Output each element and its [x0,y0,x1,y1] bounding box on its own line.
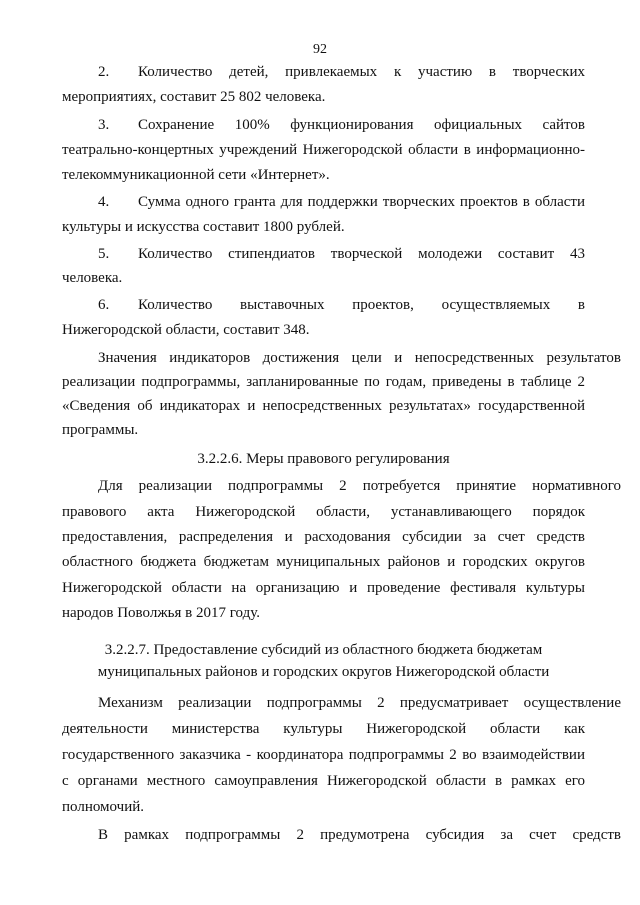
paragraph-line: государственного заказчика - координатора подпрограммы 2 во взаимодействии [62,747,585,763]
item-text: Количество выставочных проектов, осуществляемых в [138,297,585,313]
item-number: 5. [98,246,110,262]
paragraph-line: Механизм реализации подпрограммы 2 предусматривает осуществление [98,695,621,711]
paragraph-line: Нижегородской области на организацию и проведение фестиваля культуры [62,580,585,596]
paragraph-line: областного бюджета бюджетам муниципальных районов и городских округов [62,554,585,570]
item-number: 3. [98,117,110,133]
paragraph-line: с органами местного самоуправления Нижегородской области в рамках его [62,773,585,789]
paragraph-line: деятельности министерства культуры Нижегородской области как [62,721,585,737]
item-number: 2. [98,64,110,80]
section-heading: 3.2.2.6. Меры правового регулирования [197,451,450,467]
paragraph-line: правового акта Нижегородской области, устанавливающего порядок [62,504,585,520]
list-item [62,62,585,82]
list-item [62,295,585,315]
section-heading: муниципальных районов и городских округов Нижегородской области [97,664,550,680]
section-heading: 3.2.2.7. Предоставление субсидий из областного бюджета бюджетам [104,642,543,658]
item-text: театрально-концертных учреждений Нижегородской области в информационно- [62,142,585,158]
page-number: 92 [313,42,327,57]
item-number: 4. [98,194,110,210]
paragraph-line: «Сведения об индикаторах и непосредственных результатах» государственной [62,398,585,414]
paragraph-line: В рамках подпрограммы 2 предумотрена субсидия за счет средств [98,827,621,843]
item-text: Количество детей, привлекаемых к участию в творческих [138,64,585,80]
item-text: человека. [62,270,123,286]
paragraph-line: реализации подпрограммы, запланированные по годам, приведены в таблице 2 [62,374,585,390]
item-text: мероприятиях, составит 25 802 человека. [62,89,326,105]
list-item [62,244,585,264]
item-text: Сумма одного гранта для поддержки творческих проектов в области [138,194,585,210]
paragraph-line: Значения индикаторов достижения цели и непосредственных результатов [98,350,621,366]
item-text: Нижегородской области, составит 348. [62,322,310,338]
paragraph-line: программы. [62,422,139,438]
item-text: Количество стипендиатов творческой молодежи составит 43 [138,246,585,262]
item-text: культуры и искусства составит 1800 рублей. [62,219,345,235]
item-number: 6. [98,297,110,313]
item-text: телекоммуникационной сети «Интернет». [62,167,330,183]
paragraph-line: народов Поволжья в 2017 году. [62,605,260,621]
paragraph-line: предоставления, распределения и расходования субсидии за счет средств [62,529,585,545]
paragraph-line: полномочий. [62,799,145,815]
list-item [62,192,585,212]
paragraph-line: Для реализации подпрограммы 2 потребуется принятие нормативного [98,478,621,494]
item-text: Сохранение 100% функционирования официальных сайтов [138,117,585,133]
list-item [62,115,585,135]
